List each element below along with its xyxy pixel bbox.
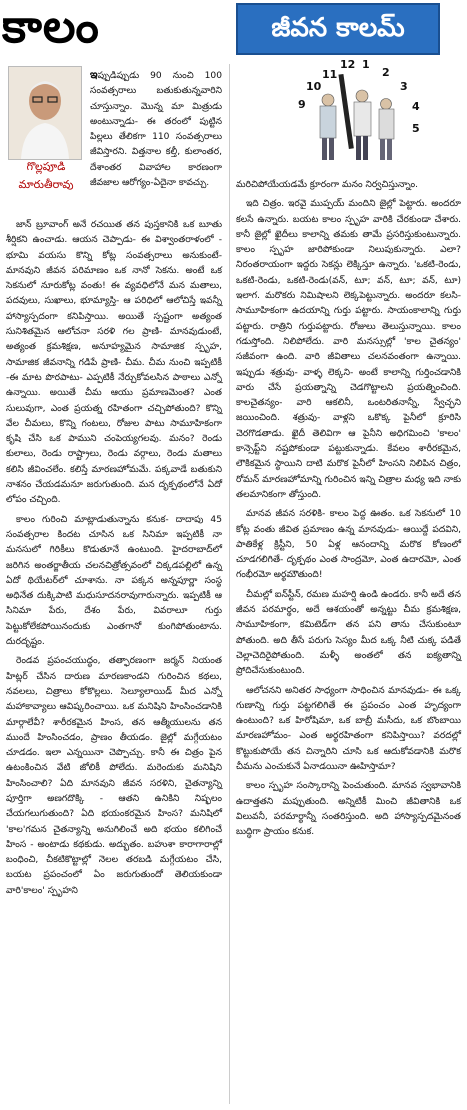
clock-numeral: 12 <box>340 58 356 71</box>
body-paragraph: రెండవ ప్రపంచయుద్ధం, తత్ఫారణంగా జర్మన్ నియంత హిట్లర్ చేసిన దారుణ మారణకాండని గురించిన కథలు, నవలలు, చిత్రాలు కోకొల్లలు. సెల్యూలాయిడ్ మీద ఎన్నో మహాకావ్యాలు ఆవిష్కరించాయి. ఒక మనిషిని హింసించడానికి మార్గాలేవీ? శారీరకమైన హింస, తన ఆత్మీయులను తన ముందే హింసించడం, ప్రాణం తీయడం. జైల్లో మగ్గేయటం చూడడం. ఇలా ఎన్నయినా చెప్పొచ్చు. కానీ ఈ చిత్రం పైన ఉటంకించిన వేటి జోలికీ పోలేదు. మరెందుకు మనిషిని హింసించాలి? ఏది మానవుని జీవన సరళిని, చైతన్యాన్ని పూర్తిగా అణగదొక్కి - ఆతని ఉనికిని నిష్ఫలం చేయగలుగుతుంది? ఏది భయంకరమైన హింస? మనిషిలో 'కాల'గమన చైతన్యాన్ని అనుగిలించే అది భయం కలిగించే హింస - అంటాడు కథకుడు. అద్భుతం. బహుశా కారాగారాల్లో బంధించి, చీకటికొట్టాల్లో నెలల తరబడి మగ్గేయటం చేసి, బయట ప్రపంచంలో ఏం జరుగుతుందో తెలియకుండా వారి'కాలం' స్పృహని <box>6 656 222 896</box>
clock-numeral: 3 <box>400 80 408 93</box>
author-photo <box>8 66 82 160</box>
column-header <box>0 0 228 62</box>
intro-text: ప్పుడిప్పుడు 90 నుంచి 100 సంవత్సరాలు బతుకుతున్నవారిని చూస్తున్నాం. మొన్న మా మిత్రుడు అంటున్నాడు- ఈ తరంలో పుట్టిన పిల్లలు తేలికగా 110 సంవత్సరాలు జీవిస్తారని. విత్తనాల కల్తీ, కులాంతర, దేశాంతర వివాహాల కారణంగా జీవజాల ఆరోగ్యం-ఏదైనా కావచ్చు. <box>90 71 222 189</box>
body-paragraph: మానవ జీవన సరళికి- కాలం పెద్ద ఊతం. ఒక సెకనులో 10 కోట్ల వంతు జీవిత ప్రమాణం ఉన్న మానవుడు- ఆయిద్దే పదవిని, పాతికేళ్ల క్రిస్టీని, 50 ఏళ్ల ఆనందాన్ని మరొక కోణంలో చూడగలిగితే- దృక్పథం ఎంత సాంద్రమో, ఎంత ఉదారమో, ఎంత గంభీరమో అర్థమౌతుంది! <box>236 509 461 581</box>
author-name-line1: గొల్లపూడి <box>26 160 66 173</box>
body-paragraph: ఆలోచనని అనితర సాధ్యంగా సాధించిన మానవుడు- ఈ ఒక్క గుణాన్ని గుర్తు పట్టగలిగితే ఈ ప్రపంచం ఎంత హృద్యంగా ఉంటుంది? ఒక హిరోషిమా, ఒక బాబ్రీ మసీదు, ఒక బొంబాయి మారణహోమం- ఎంత అర్థరహితంగా కనిపిస్తాయి? వరదల్లో కొట్టుకుపోయే తన చిన్నారిని చూసి ఒక ఆదుకోవడానికి మరొక చీమను ఎంచుకునే ఏనాడయినా ఊహిస్తామా? <box>236 685 461 772</box>
figures-pushing-clock-hand-icon <box>320 74 394 160</box>
body-paragraph: కాలం స్పృహ సంస్కారాన్ని పెంచుతుంది. మానవ స్వభావానికి ఉదాత్తతని మప్పుతుంది. అన్నిటికీ మించి జీవితానికి ఒక విలువనీ, పరమార్థాన్నీ సంతరిస్తుంది. అది హాస్యాస్పదమైనంత బుద్ధిగా ప్రాయం కనుక. <box>236 781 461 838</box>
author-name-line2: మారుతీరావు <box>18 178 74 191</box>
clock-numeral: 1 <box>362 58 370 71</box>
author-portrait-icon <box>9 67 81 159</box>
clock-numeral: 9 <box>298 98 306 111</box>
clock-numeral: 4 <box>412 100 420 113</box>
banner-title: జీవన కాలమ్ <box>271 13 405 43</box>
clock-illustration-icon <box>262 54 467 166</box>
clock-numeral: 5 <box>412 122 420 135</box>
clock-numeral: 10 <box>306 80 322 93</box>
body-paragraph: కాలం గురించి మాట్లాడుతున్నాను కనుక- దాదాపు 45 సంవత్సరాల కిందట చూసిన ఒక సినిమా ఇప్పటికీ నా మనసులో గిరికీలు కొడుతూనే ఉంటుంది. హైదరాబాద్‌లో జరిగిన అంతర్జాతీయ చలనచిత్రోత్సవంలో చిక్కడపల్లిలో ఉన్న ఏదో థియేటర్‌లో చూశాను. నా పక్కన అన్నపూర్ణా సంస్థ అధినేత దుక్కిపాటి మధుసూదనరావుగారున్నారు. ఇప్పటికీ ఆ సినిమా పేరు, దేశం పేరు, వివరాలూ గుర్తు పెట్టుకోలేకపోయినందుకు ఎంతగానో కుంగిపోతుంటాను. దురదృష్టం. <box>6 514 222 648</box>
intro-paragraph <box>90 67 222 195</box>
column-title: కాలం <box>2 0 100 53</box>
left-text-column <box>6 218 222 903</box>
column-divider <box>229 64 230 1104</box>
right-text-column <box>236 178 461 844</box>
clock-numeral: 11 <box>322 68 338 81</box>
body-paragraph: ఇది చిత్రం. ఇరవై ముప్పయ్ మందిని జైల్లో పెట్టారు. అందరూ కలసే ఉన్నారు. బయట కాలం స్పృహ వారికి చేరకుండా చేశారు. కానీ జైల్లో ఖైదీలు కాలాన్ని తమకు తామే ప్రసరిస్తుకుంటున్నారు. కాలం స్పృహ జారిపోకుండా నిలుపుకున్నారు. ఎలా? నిరంతరాయంగా ఇద్దరు సెకన్లు లెక్కిస్తూ ఉన్నారు. 'ఒకటి-రెండు, ఒకటి-రెండు, ఒకటి-రెండు(వన్, టూ; వన్, టూ; వన్, టూ) ఇలాగ. మరొకరు నిమిషాలని లెక్కపెట్టున్నారు. అందరూ కలసి- సామూహికంగా ఉదయాన్ని గుర్తు పట్టారు. సాయంకాలాన్ని గుర్తు పట్టారు. రాత్రిని గుర్తుపట్టారు. రోజులు తెలుస్తున్నాయి. కాలం గడుస్తోంది. నిలిపోలేదు. వారి మనస్సుల్లో 'కాల చైతన్యం' సజీవంగా ఉంది. వారి జీవితాలు చలనవంతంగా ఉన్నాయి. ఇప్పుడు శత్రువు- వాళ్ళ లెక్కని- అంటే కాలాన్ని గుర్తించడానికి వారు చేసే ప్రయత్నాన్ని చెడగొట్టాలని ప్రయత్నించింది. కాలచైతన్యం- వారి ఆకలినీ, ఒంటరితనాన్నీ, స్వేచ్ఛని జయించింది. శత్రువు- వాళ్లని ఒకొక్క పైనీలో క్రూరిసి చెరగొడతాడు. ఖైదీ తెలివిగా ఆ పైనీని అధిగమించి 'కాలం' కాన్సెప్ట్‌ని నష్టపోకుండా పట్టుకున్నాడు. కేవలం శారీరకమైన, లౌకికమైన స్థాయిని దాటి మరొక పైనీలో హింసని నిలిపిన చిత్రం, రోమన్ మారణహోమాన్ని గురించిన ఇన్ని చిత్రాల మధ్య ఇది నాకు తలమానికంగా తోస్తుంది. <box>236 199 461 500</box>
body-paragraph: చీమల్లో ఐన్‌స్టీన్, రమణ మహర్షి ఉండి ఉండరు. కానీ అదే తన జీవన పరమార్థం, అదే ఆశయంతో అన్నట్టు చీమ క్రమశిక్షణ, సామూహికంగా, కమిటెడ్‌గా తన పని తాను చేసుకుంటూ పోతుంది. అది తీసే పరుగు సెస్యం మీద ఒక్క నీటి చుక్క పడితే చెల్లాచెదిరైపోతుంది. మళ్ళీ అంతలో తన ఐక్యతాన్ని ప్రోదిచేసుకుంటుంది. <box>236 589 461 677</box>
body-paragraph: మరిచిపోయేయడమే క్రూరంగా మనం నిర్వచిస్తున్నాం. <box>236 180 419 190</box>
body-paragraph: జాన్ బ్రూవాంగ్ అనే రచయిత తన పుస్తకానికి ఒక బూతు శీర్షికని ఉంచాడు. ఆయన చెప్పాడు- ఈ విశ్వాంతరాళంలో - భూమి వయసు కొన్ని కోట్ల సంవత్సరాలు అనుకుంటే- మానవుని జీవన పరిమాణం ఒక నానో సెకను. అంటే ఒక సెకనులో నూరుకోట్ల వంతు! ఈ వ్యవధిలోనే మన మతాలు, పదవులు, సుఖాలు, భూమ్యాస్తి- ఆ పరిధిలో ఆలోచిస్తే ఇవన్నీ హాస్యాస్పదంగా కనిపిస్తాయి. అయితే స్పష్టంగా అత్యంత సునిశితమైన ఆలోచనా సరళి గల ప్రాణి- మానవుడుంటే, అత్యంత క్రమశిక్షణ, అనూహ్యమైన సామాజిక స్పృహ, సామాజిక జీవనాన్ని గడిపే ప్రాణి- చీమ. చీమ నుంచి ఇప్పటికీ -ఈ మాట పొరపాటు- ఎప్పటికీ నేర్చుకోవలసిన పాఠాలు ఎన్నో ఉన్నాయి. అయితే చీమ ఆయు ప్రమాణమెంత? ఎంత సులువుగా, ఎంత ప్రయత్న రహితంగా చచ్చిపోతుంది? కొన్ని వేల చీమలు, కొన్ని గంటలు, రోజుల పాటు సామూహికంగా కృషి చేసి ఒక పాముని చంపెయ్యగలవు. మనం? రెండు కులాలు, రెండు రాష్ట్రాలు, రెండు వర్గాలు, రెండు మతాలు కలిసి జీవించలేం. కలిస్తే మారణహోమమే. పక్కవాడే బతుకుని నాశనం చేయడమనూ జరుగుతుంది. మన దృక్పథంలోనే ఏదో లోపం చచ్చింది. <box>6 220 222 506</box>
author-name <box>6 158 86 194</box>
drop-cap: ఇ <box>90 68 98 81</box>
jeevana-kalam-banner <box>236 3 440 55</box>
banner-area <box>236 0 467 62</box>
clock-numeral: 2 <box>382 66 390 79</box>
